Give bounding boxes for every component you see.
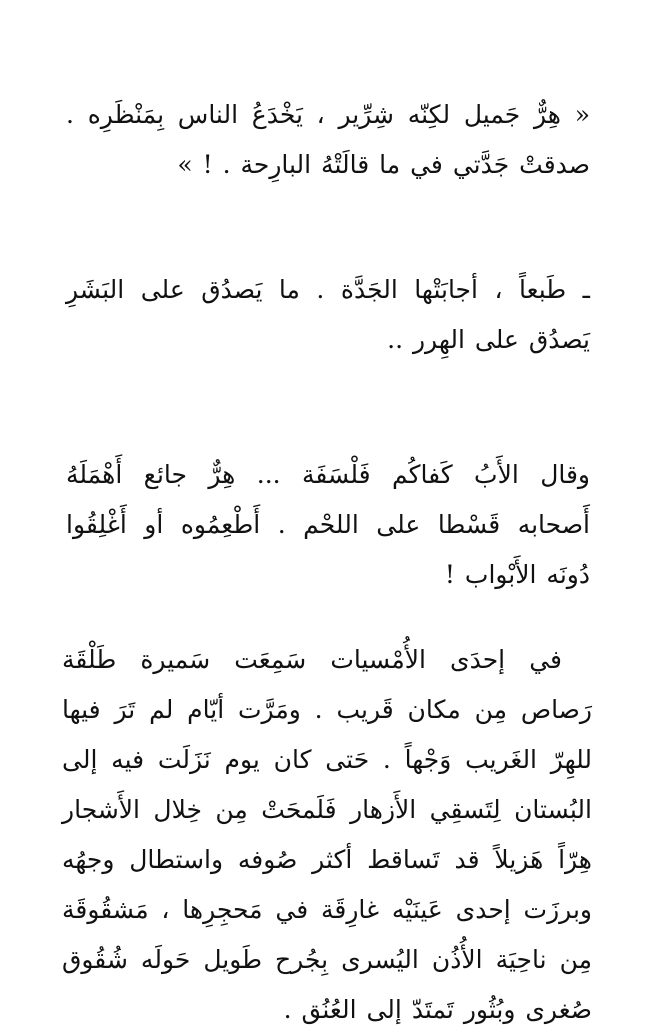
paragraph-narrative (62, 635, 592, 1035)
paragraph-grandmother-reply: ـ طَبعاً ، أجابَتْها الجَدَّة . ما يَصدُق على البَشَرِ يَصدُق على الهِرر .. (66, 275, 590, 354)
paragraph-father-remark: وقال الأَبُ كَفاكُم فَلْسَفَة ... هِرٌّ جائع أَهْمَلَهُ أَصحابه قَسْطا على اللحْم . أَطْعِمُوه أو أَغْلِقُوا دُونَه الأَبْواب ! (66, 460, 590, 589)
paragraph-narrative-text: في إحدَى الأُمْسيات سَمِعَت سَميرة طَلْقَة رَصاص مِن مكان قَريب . ومَرَّت أيّام لم تَرَ فيها للهِرّ الغَريب وَجْهاً . حَتى كان يوم نَزَلَت فيه إلى البُستان لِتَسقِي الأَزهار فَلَمحَتْ مِن خِلال الأَشجار هِرّاً هَزيلاً قد تَساقط أكثر صُوفه واستطال وجهُه وبرزَت إحدى عَينَيْه غارِقَة في مَحجِرِها ، مَشقُوقَة مِن ناحِيَة الأُذُن اليُسرى بِجُرح طَويل حَولَه شُقُوق صُغرى وبُثُور تَمتَدّ إلى العُنُق . (62, 645, 592, 1024)
paragraph-quote: « هِرٌّ جَميل لكِنّه شِرِّير ، يَخْدَعُ الناس بِمَنْظَرِه . صدقتْ جَدَّتي في ما قالَتْهُ البارِحة . ! » (66, 100, 590, 179)
